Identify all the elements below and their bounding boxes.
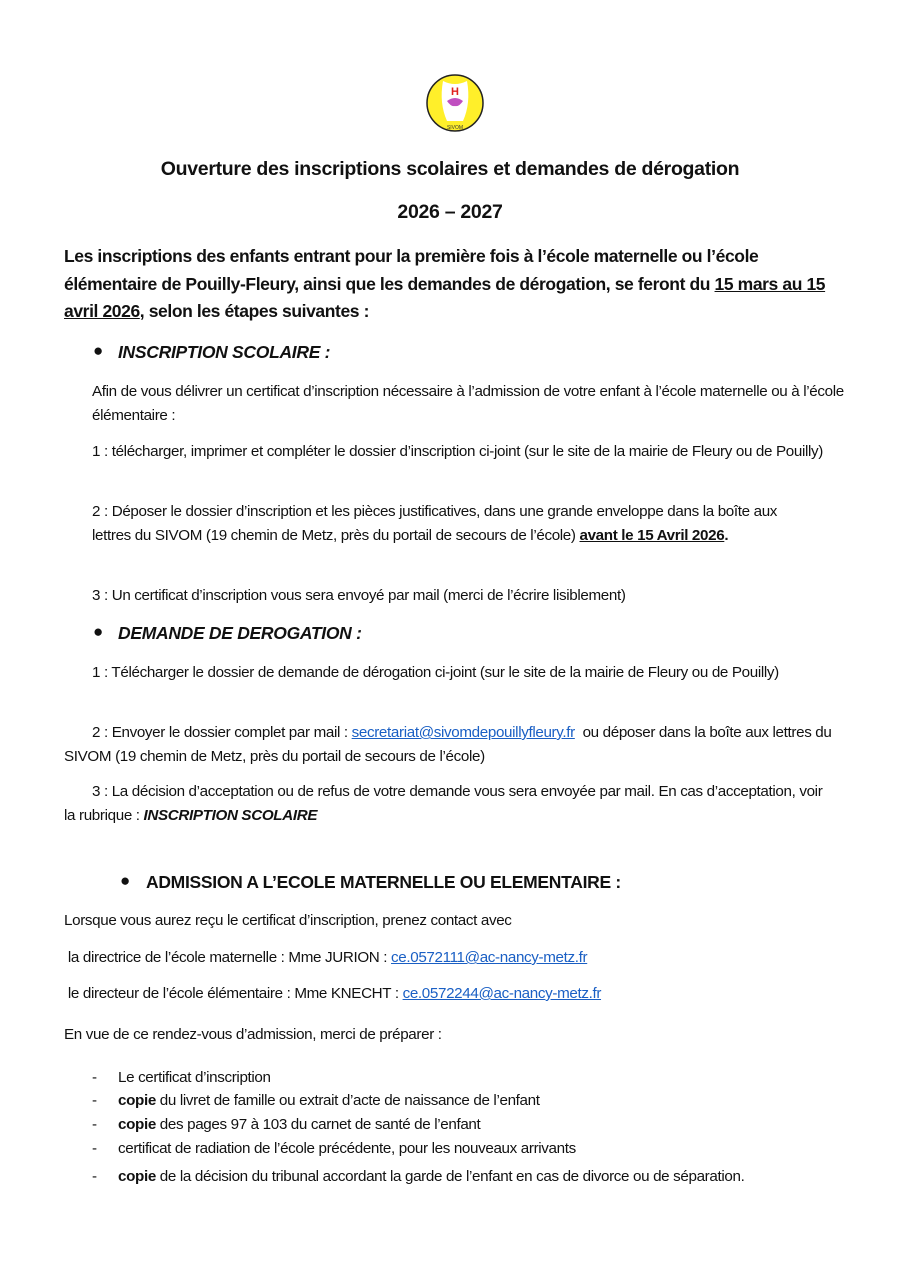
list-item: - copie du livret de famille ou extrait d’acte de naissance de l’enfant	[92, 1092, 540, 1109]
elementaire-email-link[interactable]: ce.0572244@ac-nancy-metz.fr	[402, 985, 602, 1002]
item-text: du livret de famille ou extrait d’acte de naissance de l’enfant	[155, 1092, 540, 1109]
maternelle-contact	[64, 946, 587, 970]
item-bold: copie	[118, 1092, 156, 1109]
svg-text:H: H	[451, 86, 459, 98]
section-heading-inscription: INSCRIPTION SCOLAIRE :	[118, 342, 331, 362]
item-text: Le certificat d’inscription	[118, 1069, 271, 1086]
list-item: - Le certificat d’inscription	[92, 1069, 271, 1086]
item-text: des pages 97 à 103 du carnet de santé de l’enfant	[155, 1116, 481, 1133]
intro-paragraph	[64, 243, 854, 326]
step-3-text: 3 : La décision d’acceptation ou de refus de votre demande vous sera envoyée par mail. En cas d’acceptation, voir la rubrique :	[64, 783, 823, 824]
step-2-deadline: avant le 15 Avril 2026	[579, 526, 725, 544]
intro-text: Les inscriptions des enfants entrant pour la première fois à l’école maternelle ou l’école élémentaire de Pouilly-Fleury, ainsi que les demandes de dérogation, se feront du	[64, 246, 759, 294]
list-item: - copie de la décision du tribunal accordant la garde de l’enfant en cas de divorce ou de séparation.	[92, 1168, 745, 1185]
item-bold: copie	[118, 1168, 156, 1185]
inscription-intro: Afin de vous délivrer un certificat d’inscription nécessaire à l’admission de votre enfant à l’école maternelle ou à l’école élémentaire :	[92, 383, 844, 424]
step-2-end: .	[724, 526, 729, 544]
item-bold: copie	[118, 1116, 156, 1133]
list-item: - copie des pages 97 à 103 du carnet de santé de l’enfant	[92, 1116, 481, 1133]
inscription-step-2	[92, 500, 817, 547]
intro-dates: 15 mars au 15 avril 2026	[64, 273, 826, 321]
svg-text:SIVOM: SIVOM	[446, 125, 464, 131]
derogation-step-3	[64, 780, 824, 827]
sivom-logo	[425, 73, 485, 138]
step-2-text: 2 : Envoyer le dossier complet par mail :	[92, 724, 352, 741]
step-2-text-end: ou déposer dans la boîte aux lettres du SIVOM (19 chemin de Metz, près du portail de secours de l’école)	[64, 724, 836, 765]
intro-text-end: , selon les étapes suivantes :	[139, 301, 370, 321]
step-2-text: 2 : Déposer le dossier d’inscription et les pièces justificatives, dans une grande enveloppe dans la boîte aux lettres du SIVOM (19 chemin de Metz, près du portail de secours de l’école)	[92, 503, 778, 544]
admission-intro: Lorsque vous aurez reçu le certificat d’inscription, prenez contact avec	[64, 912, 512, 929]
maternelle-label: la directrice de l’école maternelle : Mme JURION :	[64, 949, 392, 966]
derogation-step-2	[64, 721, 854, 768]
page-title: Ouverture des inscriptions scolaires et demandes de dérogation	[160, 158, 740, 180]
bullet-icon: ●	[93, 622, 104, 641]
section-heading-admission: ADMISSION A L’ECOLE MATERNELLE OU ELEMENTAIRE :	[146, 872, 621, 892]
elementaire-label: le directeur de l’école élémentaire : Mme KNECHT :	[64, 985, 403, 1002]
inscription-step-3: 3 : Un certificat d’inscription vous sera envoyé par mail (merci de l’écrire lisiblement)	[92, 587, 626, 604]
item-text: de la décision du tribunal accordant la garde de l’enfant en cas de divorce ou de séparation.	[155, 1168, 745, 1185]
item-text: certificat de radiation de l’école précédente, pour les nouveaux arrivants	[118, 1140, 576, 1157]
prepare-text: En vue de ce rendez-vous d’admission, merci de préparer :	[64, 1026, 442, 1043]
elementaire-contact	[64, 982, 601, 1006]
sivom-email-link[interactable]: secretariat@sivomdepouillyfleury.fr	[351, 724, 575, 741]
bullet-icon: ●	[93, 341, 104, 360]
step-3-reference: INSCRIPTION SCOLAIRE	[143, 806, 318, 824]
inscription-step-1: 1 : télécharger, imprimer et compléter le dossier d’inscription ci-joint (sur le site de la mairie de Fleury ou de Pouilly)	[92, 443, 823, 460]
maternelle-email-link[interactable]: ce.0572111@ac-nancy-metz.fr	[391, 949, 588, 966]
derogation-step-1: 1 : Télécharger le dossier de demande de dérogation ci-joint (sur le site de la mairie de Fleury ou de Pouilly)	[92, 664, 779, 681]
list-item: - certificat de radiation de l’école précédente, pour les nouveaux arrivants	[92, 1140, 576, 1157]
bullet-icon: ●	[120, 871, 131, 890]
section-heading-derogation: DEMANDE DE DEROGATION :	[118, 623, 362, 643]
school-year: 2026 – 2027	[397, 201, 503, 223]
